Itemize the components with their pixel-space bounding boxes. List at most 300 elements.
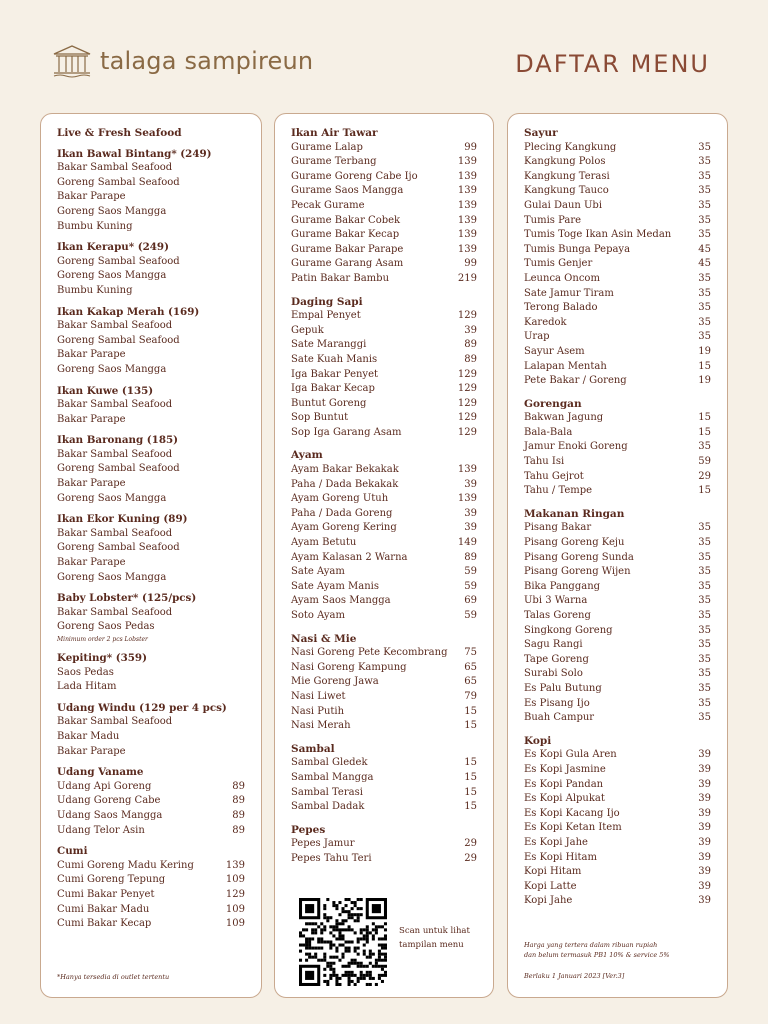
dish-option: Bakar Sambal Seafood (57, 448, 173, 460)
menu-item-price: 35 (698, 441, 711, 453)
menu-item-name: Tahu Isi (524, 456, 565, 468)
menu-row (524, 748, 711, 763)
menu-row (291, 594, 477, 609)
menu-row (291, 243, 477, 258)
page-title: DAFTAR MENU (515, 50, 710, 78)
dish-option: Goreng Sambal Seafood (57, 176, 180, 188)
menu-item-price: 35 (698, 537, 711, 549)
menu-item-name: Mie Goreng Jawa (291, 676, 379, 688)
dish-title: Kepiting* (359) (57, 652, 147, 664)
menu-row (291, 565, 477, 580)
menu-row (291, 852, 477, 867)
menu-row (524, 330, 711, 345)
menu-row (524, 763, 711, 778)
menu-item-price: 129 (457, 383, 477, 395)
menu-column-3 (507, 113, 728, 998)
menu-item-price: 129 (457, 397, 477, 409)
menu-item-price: 29 (698, 470, 711, 482)
menu-row (291, 771, 477, 786)
menu-item-price: 35 (698, 522, 711, 534)
menu-row (524, 521, 711, 536)
dish-title: Ikan Bawal Bintang* (249) (57, 147, 212, 160)
menu-row (57, 873, 245, 888)
qr-code-icon[interactable] (299, 898, 387, 986)
menu-item-price: 45 (698, 243, 711, 255)
menu-row (524, 880, 711, 895)
menu-item-price: 99 (464, 258, 477, 270)
menu-item-price: 129 (457, 368, 477, 380)
menu-item-price: 15 (464, 771, 477, 783)
menu-item-price: 35 (698, 668, 711, 680)
dish-option: Goreng Sambal Seafood (57, 334, 180, 346)
menu-row (524, 272, 711, 287)
menu-item-name: Es Kopi Gula Aren (524, 749, 617, 761)
menu-item-name: Talas Goreng (524, 610, 591, 621)
menu-row (291, 521, 477, 536)
header (0, 0, 768, 110)
menu-row (291, 141, 477, 156)
menu-item-name: Gulai Daun Ubi (524, 199, 603, 211)
menu-item-price: 139 (225, 859, 245, 871)
dish-option: Goreng Saos Pedas (57, 621, 155, 633)
menu-item-name: Gurame Bakar Parape (291, 243, 404, 255)
menu-item-name: Iga Bakar Kecap (291, 383, 375, 395)
menu-item-price: 39 (698, 807, 711, 819)
menu-item-price: 35 (698, 610, 711, 621)
dish-option: Bakar Sambal Seafood (57, 606, 173, 618)
menu-row (524, 484, 711, 499)
menu-item-name: Pisang Bakar (524, 522, 592, 534)
menu-row (57, 917, 245, 932)
menu-row (291, 786, 477, 801)
menu-item-price: 35 (698, 316, 711, 328)
dish-option: Bakar Parape (57, 557, 126, 569)
menu-item-price: 129 (457, 412, 477, 424)
menu-item-price: 35 (698, 653, 711, 665)
menu-item-name: Nasi Merah (291, 720, 351, 732)
menu-item-price: 39 (698, 851, 711, 863)
menu-item-name: Gurame Goreng Cabe Ijo (291, 170, 418, 182)
dish-option: Goreng Saos Mangga (57, 492, 167, 504)
menu-item-name: Plecing Kangkung (524, 141, 617, 153)
menu-item-name: Sop Iga Garang Asam (291, 426, 402, 438)
qr-caption-line-2: tampilan menu (399, 940, 464, 950)
menu-item-price: 89 (232, 795, 245, 807)
menu-item-price: 89 (232, 824, 245, 836)
menu-item-name: Sambal Dadak (291, 801, 365, 813)
menu-item-name: Gurame Lalap (291, 141, 363, 153)
menu-item-price: 89 (232, 809, 245, 821)
menu-item-name: Kopi Jahe (524, 895, 573, 907)
menu-item-price: 149 (457, 537, 477, 549)
brand-logo (52, 44, 313, 78)
menu-item-price: 39 (464, 522, 477, 534)
menu-row (524, 470, 711, 485)
price-note-line-2: dan belum termasuk PB1 10% & service 5% (524, 951, 670, 959)
menu-item-name: Sate Ayam Manis (291, 580, 379, 592)
menu-item-name: Cumi Bakar Penyet (57, 888, 155, 900)
menu-row (524, 287, 711, 302)
dish-option: Goreng Saos Mangga (57, 571, 167, 583)
menu-item-price: 35 (698, 331, 711, 343)
menu-row (524, 360, 711, 375)
menu-item-name: Kopi Hitam (524, 866, 582, 878)
menu-row (524, 778, 711, 793)
menu-item-name: Kangkung Terasi (524, 170, 610, 182)
menu-row (57, 859, 245, 874)
dish-option: Bakar Parape (57, 413, 126, 425)
menu-item-name: Singkong Goreng (524, 624, 613, 636)
menu-item-price: 139 (457, 493, 477, 505)
menu-item-name: Nasi Putih (291, 705, 345, 717)
dish-title: Ikan Baronang (185) (57, 434, 179, 447)
menu-item-price: 79 (464, 690, 477, 702)
menu-item-price: 139 (457, 156, 477, 168)
section-title: Ayam (291, 449, 323, 462)
menu-item-name: Pepes Jamur (291, 838, 355, 850)
menu-column-1 (40, 113, 262, 998)
menu-row (291, 492, 477, 507)
menu-item-name: Paha / Dada Goreng (291, 507, 393, 519)
menu-item-name: Ayam Betutu (291, 537, 357, 549)
menu-row (524, 536, 711, 551)
menu-item-price: 89 (232, 780, 245, 792)
menu-item-name: Sambal Mangga (291, 771, 374, 783)
menu-item-name: Pisang Goreng Wijen (524, 566, 631, 578)
section-title: Makanan Ringan (524, 507, 625, 520)
menu-item-name: Sambal Terasi (291, 786, 363, 798)
menu-item-name: Buah Campur (524, 712, 595, 724)
menu-item-price: 29 (464, 838, 477, 850)
menu-item-name: Sate Ayam (291, 566, 345, 578)
menu-row (291, 426, 477, 441)
menu-item-name: Es Kopi Alpukat (524, 793, 605, 805)
menu-item-name: Udang Goreng Cabe (57, 795, 161, 807)
menu-item-name: Tumis Bunga Pepaya (524, 243, 631, 255)
dish-option: Bakar Parape (57, 349, 126, 361)
menu-item-name: Gurame Garang Asam (291, 258, 404, 270)
menu-row (524, 653, 711, 668)
menu-item-name: Lalapan Mentah (524, 360, 607, 372)
menu-item-name: Gurame Bakar Kecap (291, 229, 400, 241)
qr-caption (399, 924, 470, 952)
menu-row (524, 141, 711, 156)
menu-item-price: 35 (698, 272, 711, 284)
menu-item-price: 15 (698, 485, 711, 497)
menu-row (291, 184, 477, 199)
section-title: Cumi (57, 845, 88, 858)
menu-row (291, 719, 477, 734)
menu-item-name: Sate Jamur Tiram (524, 287, 614, 299)
menu-item-price: 109 (225, 903, 245, 915)
availability-footnote: *Hanya tersedia di outlet tertentu (57, 973, 170, 981)
menu-item-name: Jamur Enoki Goreng (524, 441, 628, 453)
menu-row (524, 184, 711, 199)
menu-item-name: Sate Kuah Manis (291, 353, 378, 365)
menu-row (291, 257, 477, 272)
menu-item-price: 139 (457, 199, 477, 211)
menu-row (524, 214, 711, 229)
menu-item-price: 35 (698, 712, 711, 724)
menu-row (524, 243, 711, 258)
menu-item-price: 15 (464, 801, 477, 813)
menu-item-name: Es Pisang Ijo (524, 697, 590, 709)
menu-item-name: Kangkung Polos (524, 156, 606, 168)
menu-item-name: Paha / Dada Bekakak (291, 478, 399, 490)
menu-row (291, 675, 477, 690)
menu-item-name: Sambal Gledek (291, 757, 368, 769)
menu-item-name: Sop Buntut (291, 412, 349, 424)
section-title: Pepes (291, 823, 326, 836)
section-title: Sambal (291, 742, 335, 755)
dish-option: Bakar Parape (57, 745, 126, 757)
menu-item-price: 35 (698, 141, 711, 153)
menu-item-name: Soto Ayam (291, 610, 345, 621)
menu-item-price: 39 (698, 866, 711, 878)
menu-item-name: Cumi Bakar Madu (57, 903, 150, 915)
menu-item-price: 39 (698, 836, 711, 848)
menu-row (524, 711, 711, 726)
dish-option: Bakar Parape (57, 191, 126, 203)
menu-row (57, 888, 245, 903)
menu-row (291, 353, 477, 368)
menu-item-price: 89 (464, 551, 477, 563)
menu-row (291, 661, 477, 676)
menu-item-name: Udang Telor Asin (57, 824, 145, 836)
menu-item-price: 99 (464, 141, 477, 153)
menu-row (291, 155, 477, 170)
menu-item-price: 139 (457, 229, 477, 241)
menu-item-name: Kangkung Tauco (524, 185, 609, 197)
dish-option: Bumbu Kuning (57, 220, 133, 232)
menu-row (291, 199, 477, 214)
section-title: Sayur (524, 127, 558, 139)
menu-item-name: Leunca Oncom (524, 272, 600, 284)
dish-option: Saos Pedas (57, 666, 114, 678)
menu-row (524, 851, 711, 866)
menu-item-price: 89 (464, 353, 477, 365)
menu-item-name: Cumi Bakar Kecap (57, 918, 152, 930)
menu-item-name: Nasi Goreng Kampung (291, 661, 407, 673)
menu-row (291, 705, 477, 720)
menu-row (524, 792, 711, 807)
menu-item-price: 129 (457, 426, 477, 438)
menu-item-name: Urap (524, 331, 550, 343)
dish-option: Goreng Saos Mangga (57, 270, 167, 282)
menu-row (524, 426, 711, 441)
menu-row (291, 646, 477, 661)
validity-note: Berlaku 1 Januari 2023 [Ver.3] (524, 972, 625, 980)
dish-option: Goreng Saos Mangga (57, 363, 167, 375)
menu-item-price: 19 (698, 375, 711, 387)
dish-option: Bakar Sambal Seafood (57, 527, 173, 539)
menu-row (57, 903, 245, 918)
menu-row (524, 624, 711, 639)
menu-item-name: Bala-Bala (524, 426, 573, 438)
menu-item-price: 15 (464, 705, 477, 717)
menu-row (291, 309, 477, 324)
menu-item-name: Es Kopi Kacang Ijo (524, 807, 620, 819)
menu-item-price: 139 (457, 214, 477, 226)
menu-item-price: 45 (698, 258, 711, 270)
menu-item-price: 35 (698, 566, 711, 578)
menu-row (57, 824, 245, 839)
menu-item-price: 35 (698, 682, 711, 694)
menu-item-price: 139 (457, 243, 477, 255)
menu-item-price: 59 (464, 610, 477, 621)
menu-row (524, 228, 711, 243)
menu-row (524, 609, 711, 624)
menu-row (291, 228, 477, 243)
menu-item-price: 139 (457, 464, 477, 476)
section-title: Nasi & Mie (291, 632, 357, 645)
menu-item-price: 35 (698, 697, 711, 709)
menu-item-price: 35 (698, 156, 711, 168)
menu-item-price: 39 (464, 507, 477, 519)
menu-row (524, 155, 711, 170)
dish-title: Ikan Kerapu* (249) (57, 241, 169, 254)
menu-row (524, 440, 711, 455)
menu-item-name: Kopi Latte (524, 880, 577, 892)
dish-note: Minimum order 2 pcs Lobster (57, 636, 148, 643)
menu-item-name: Sayur Asem (524, 345, 585, 357)
menu-item-price: 59 (464, 580, 477, 592)
menu-row (291, 551, 477, 566)
menu-item-price: 39 (698, 793, 711, 805)
menu-item-name: Pecak Gurame (291, 199, 365, 211)
dish-title: Ikan Kakap Merah (169) (57, 305, 200, 318)
price-note-line-1: Harga yang tertera dalam ribuan rupiah (524, 941, 658, 949)
menu-row (57, 794, 245, 809)
menu-row (524, 565, 711, 580)
section-title: Live & Fresh Seafood (57, 127, 182, 139)
seafood-groups (57, 147, 245, 760)
menu-row (524, 638, 711, 653)
menu-item-name: Cumi Goreng Madu Kering (57, 859, 194, 871)
menu-item-name: Tumis Pare (524, 214, 582, 226)
menu-item-price: 29 (464, 852, 477, 864)
menu-item-price: 39 (698, 749, 711, 761)
dish-title: Udang Windu (129 per 4 pcs) (57, 701, 227, 714)
dish-title: Ikan Ekor Kuning (89) (57, 513, 188, 526)
menu-item-price: 39 (464, 324, 477, 336)
menu-item-price: 39 (698, 880, 711, 892)
menu-row (524, 199, 711, 214)
menu-item-name: Bika Panggang (524, 580, 601, 592)
section-title: Gorengan (524, 397, 582, 410)
menu-item-price: 15 (464, 720, 477, 732)
dish-option: Bakar Sambal Seafood (57, 399, 173, 411)
menu-row (291, 272, 477, 287)
menu-item-price: 35 (698, 595, 711, 607)
menu-sections (524, 126, 711, 909)
menu-item-name: Bakwan Jagung (524, 412, 604, 424)
menu-item-price: 35 (698, 185, 711, 197)
menu-row (57, 780, 245, 795)
menu-row (291, 324, 477, 339)
menu-item-price: 219 (457, 272, 477, 284)
menu-item-price: 15 (698, 426, 711, 438)
menu-item-price: 59 (698, 456, 711, 468)
menu-item-price: 65 (464, 676, 477, 688)
section-title: Ikan Air Tawar (291, 127, 378, 139)
menu-item-price: 59 (464, 566, 477, 578)
menu-item-price: 129 (225, 888, 245, 900)
menu-sections (291, 126, 477, 867)
menu-item-price: 65 (464, 661, 477, 673)
menu-item-name: Ubi 3 Warna (524, 595, 588, 607)
menu-row (57, 809, 245, 824)
menu-item-name: Pisang Goreng Keju (524, 537, 625, 549)
menu-item-price: 19 (698, 345, 711, 357)
menu-item-name: Pepes Tahu Teri (291, 852, 372, 864)
menu-row (524, 894, 711, 909)
menu-row (291, 382, 477, 397)
menu-row (524, 301, 711, 316)
menu-row (291, 580, 477, 595)
menu-item-name: Sagu Rangi (524, 639, 583, 651)
dish-option: Bakar Sambal Seafood (57, 320, 173, 332)
menu-row (291, 800, 477, 815)
menu-item-name: Ayam Goreng Utuh (291, 493, 389, 505)
menu-item-price: 35 (698, 229, 711, 241)
priced-sections (57, 765, 245, 932)
menu-item-name: Karedok (524, 316, 567, 328)
menu-item-price: 75 (464, 647, 477, 659)
dish-option: Bakar Parape (57, 478, 126, 490)
menu-row (291, 609, 477, 624)
qr-block (299, 898, 470, 986)
menu-item-price: 35 (698, 302, 711, 314)
menu-item-name: Ayam Kalasan 2 Warna (291, 551, 408, 563)
menu-item-name: Tahu Gejrot (524, 470, 584, 482)
menu-item-price: 39 (698, 778, 711, 790)
menu-item-price: 35 (698, 580, 711, 592)
menu-row (291, 397, 477, 412)
menu-row (291, 411, 477, 426)
menu-item-name: Buntut Goreng (291, 397, 367, 409)
menu-item-price: 35 (698, 624, 711, 636)
menu-item-price: 109 (225, 918, 245, 930)
dish-option: Bakar Sambal Seafood (57, 716, 173, 728)
menu-item-price: 69 (464, 595, 477, 607)
menu-item-name: Tumis Genjer (524, 258, 593, 270)
menu-item-name: Udang Api Goreng (57, 780, 152, 792)
menu-row (524, 580, 711, 595)
pavilion-logo-icon (52, 44, 92, 78)
menu-row (524, 807, 711, 822)
price-note (524, 940, 670, 960)
menu-item-name: Gurame Terbang (291, 156, 377, 168)
menu-row (524, 594, 711, 609)
menu-item-name: Tape Goreng (524, 653, 589, 665)
menu-row (291, 463, 477, 478)
menu-item-name: Es Palu Butung (524, 682, 602, 694)
menu-item-name: Nasi Goreng Pete Kecombrang (291, 647, 448, 659)
menu-item-price: 15 (464, 786, 477, 798)
dish-option: Goreng Sambal Seafood (57, 542, 180, 554)
dish-option: Goreng Saos Mangga (57, 205, 167, 217)
menu-item-price: 35 (698, 214, 711, 226)
menu-row (291, 536, 477, 551)
menu-item-price: 15 (698, 412, 711, 424)
menu-row (291, 507, 477, 522)
menu-item-price: 89 (464, 339, 477, 351)
dish-option: Goreng Sambal Seafood (57, 255, 180, 267)
menu-item-name: Terong Balado (524, 302, 598, 314)
menu-item-name: Tumis Toge Ikan Asin Medan (524, 229, 672, 241)
menu-row (524, 682, 711, 697)
